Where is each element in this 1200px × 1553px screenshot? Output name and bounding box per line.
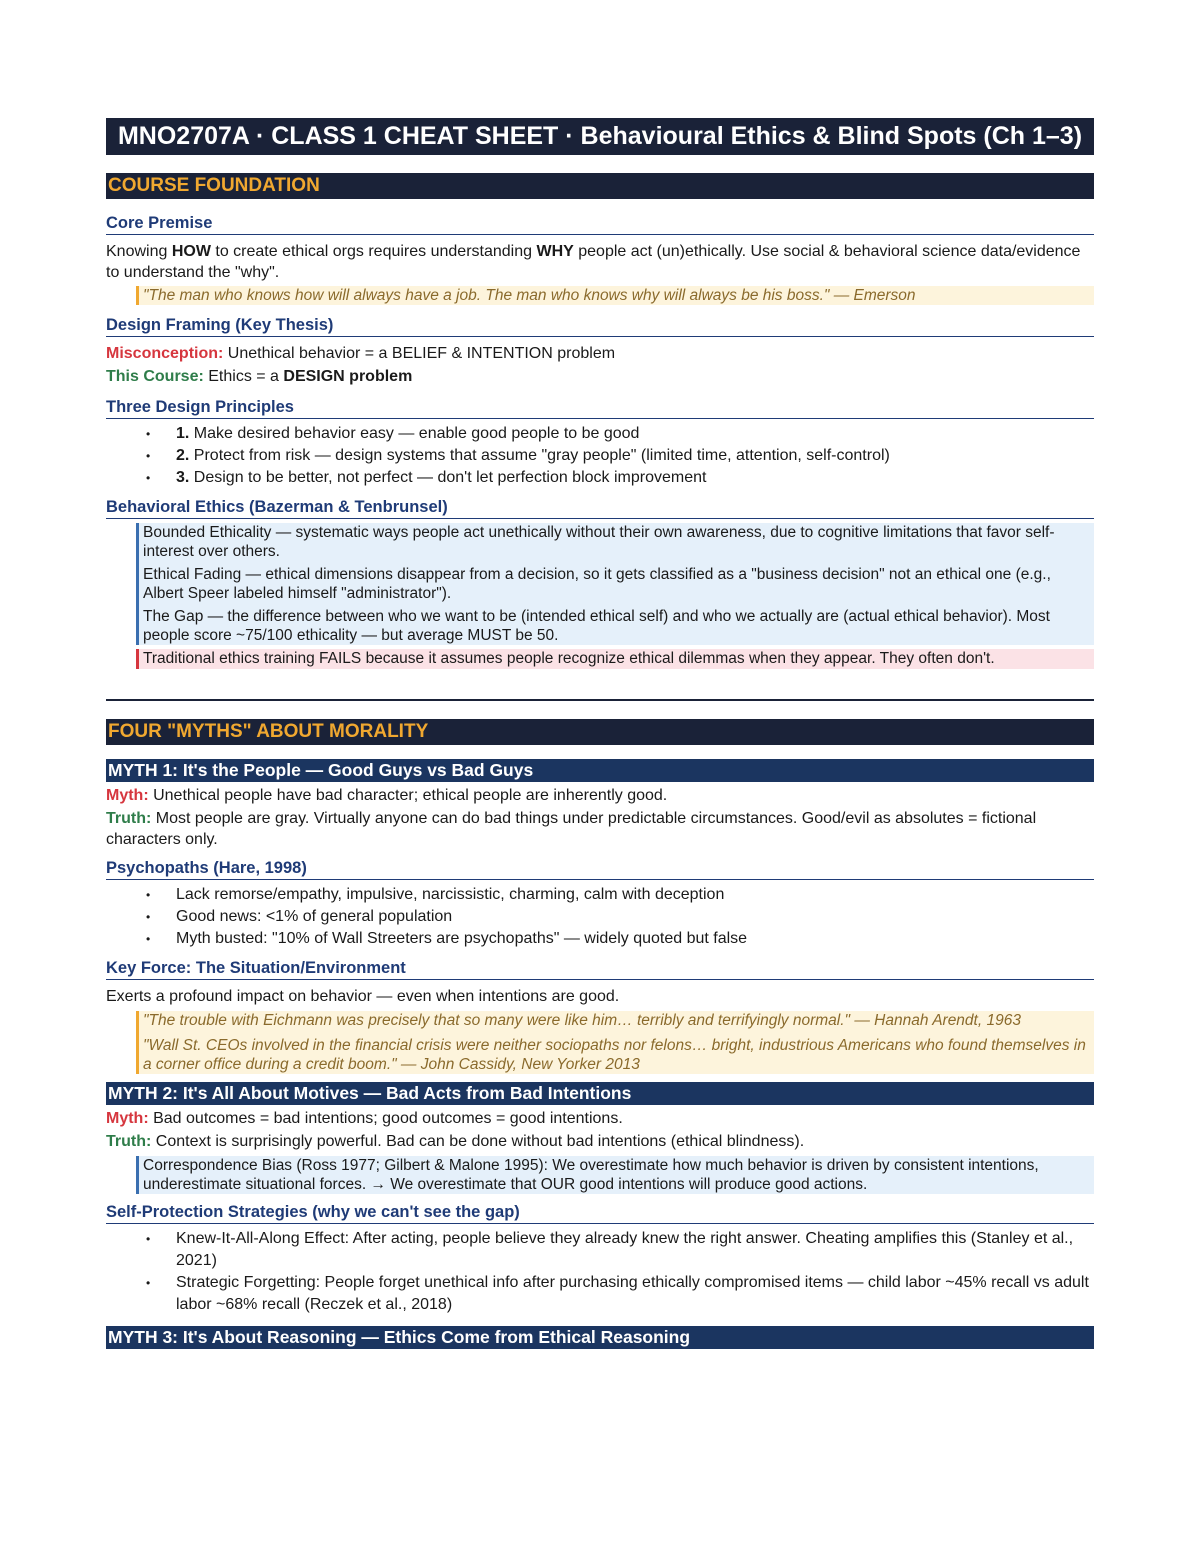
list-item-text: Myth busted: "10% of Wall Streeters are psychopaths" — widely quoted but false	[176, 930, 748, 947]
core-premise-why: WHY	[536, 243, 574, 260]
core-premise-text	[106, 241, 1094, 283]
this-course-text: Ethics = a	[203, 368, 284, 385]
myth-1-truth-line	[106, 808, 1094, 850]
this-course-label: This Course:	[106, 368, 204, 385]
truth-label: Truth:	[106, 810, 152, 827]
correspondence-bias-note	[136, 1156, 1094, 1194]
subhead-self-protection: Self-Protection Strategies (why we can't see the gap)	[106, 1202, 1094, 1224]
myth-label: Myth:	[106, 1110, 149, 1127]
bullet-icon: •	[146, 888, 151, 902]
core-premise-part-a: Knowing	[106, 243, 172, 260]
bullet-icon: •	[146, 910, 151, 924]
subhead-core-premise: Core Premise	[106, 213, 1094, 235]
myth-1-myth-line	[106, 785, 1094, 806]
bullet-icon: •	[146, 1232, 151, 1246]
list-item	[106, 467, 1094, 489]
subhead-design-principles: Three Design Principles	[106, 397, 1094, 419]
list-item	[106, 423, 1094, 445]
cassidy-quote: "Wall St. CEOs involved in the financial crisis were neither sociopaths nor felons… bright, industrious Americans who found themselves in a corner office during a credit boom." — John Cassidy, New Yorker 2013	[143, 1037, 1086, 1073]
situation-quotes	[136, 1011, 1094, 1074]
principle-number: 3.	[176, 469, 190, 486]
subhead-key-force: Key Force: The Situation/Environment	[106, 958, 1094, 980]
list-item	[106, 928, 1094, 950]
myth-text: Bad outcomes = bad intentions; good outcomes = good intentions.	[148, 1110, 623, 1127]
list-item-text: Knew-It-All-Along Effect: After acting, people believe they already knew the right answer. Cheating amplifies this (Stanley et al., 2021)	[176, 1230, 1074, 1269]
truth-text: Most people are gray. Virtually anyone can do bad things under predictable circumstances. Good/evil as absolutes = fictional characters only.	[106, 810, 1037, 848]
myth-2-myth-line	[106, 1108, 1094, 1129]
correspondence-bias-text: Correspondence Bias (Ross 1977; Gilbert & Malone 1995): We overestimate how much behavior is driven by consistent intentions, underestimate situational forces. → We overestimate that OUR good intentions will produce good actions.	[143, 1157, 1039, 1193]
the-gap-definition: The Gap — the difference between who we want to be (intended ethical self) and who we actually are (actual ethical behavior). Most people score ~75/100 ethicality — but average MUST be 50.	[143, 608, 1050, 644]
bullet-icon: •	[146, 427, 151, 441]
list-item	[106, 906, 1094, 928]
emerson-quote: "The man who knows how will always have a job. The man who knows why will always be his boss." — Emerson	[136, 286, 1094, 305]
ethical-fading-definition: Ethical Fading — ethical dimensions disappear from a decision, so it gets classified as a "business decision" not an ethical one (e.g., Albert Speer labeled himself "administrator").	[143, 566, 1051, 602]
behavioral-ethics-definitions	[136, 523, 1094, 645]
bullet-icon: •	[146, 449, 151, 463]
principle-number: 2.	[176, 447, 190, 464]
subhead-design-framing: Design Framing (Key Thesis)	[106, 315, 1094, 337]
list-item	[106, 445, 1094, 467]
list-item	[106, 884, 1094, 906]
subhead-psychopaths: Psychopaths (Hare, 1998)	[106, 858, 1094, 880]
myth-3-heading: MYTH 3: It's About Reasoning — Ethics Come from Ethical Reasoning	[106, 1326, 1094, 1349]
page-title: MNO2707A · CLASS 1 CHEAT SHEET · Behavioural Ethics & Blind Spots (Ch 1–3)	[106, 118, 1094, 155]
self-protection-list	[106, 1228, 1094, 1316]
section-divider	[106, 699, 1094, 701]
core-premise-part-b: to create ethical orgs requires understanding	[210, 243, 537, 260]
psychopaths-list	[106, 884, 1094, 950]
myth-2-heading: MYTH 2: It's All About Motives — Bad Acts from Bad Intentions	[106, 1082, 1094, 1105]
bounded-ethicality-definition: Bounded Ethicality — systematic ways people act unethically without their own awareness, due to cognitive limitations that favor self-interest over others.	[143, 524, 1055, 560]
list-item-text: Good news: <1% of general population	[176, 908, 453, 925]
training-warning: Traditional ethics training FAILS because it assumes people recognize ethical dilemmas when they appear. They often don't.	[136, 649, 1094, 669]
key-force-text: Exerts a profound impact on behavior — even when intentions are good.	[106, 988, 620, 1005]
principle-text: Design to be better, not perfect — don't let perfection block improvement	[189, 469, 707, 486]
core-premise-part-c: people act (un)ethically. Use social & behavioral science data/evidence to understand the "why".	[106, 243, 1081, 281]
principles-list	[106, 423, 1094, 489]
truth-text: Context is surprisingly powerful. Bad can be done without bad intentions (ethical blindness).	[151, 1133, 805, 1150]
principle-number: 1.	[176, 425, 190, 442]
section-four-myths: FOUR "MYTHS" ABOUT MORALITY	[106, 719, 1094, 745]
truth-label: Truth:	[106, 1133, 152, 1150]
misconception-line	[106, 343, 1094, 364]
list-item-text: Strategic Forgetting: People forget unethical info after purchasing ethically compromised items — child labor ~45% recall vs adult labor ~68% recall (Reczek et al., 2018)	[176, 1274, 1089, 1313]
principle-text: Protect from risk — design systems that assume "gray people" (limited time, attention, self-control)	[189, 447, 890, 464]
bullet-icon: •	[146, 932, 151, 946]
principle-text: Make desired behavior easy — enable good people to be good	[189, 425, 640, 442]
list-item	[106, 1228, 1094, 1272]
misconception-text: Unethical behavior = a BELIEF & INTENTION problem	[223, 345, 616, 362]
core-premise-how: HOW	[171, 243, 211, 260]
myth-1-heading: MYTH 1: It's the People — Good Guys vs Bad Guys	[106, 759, 1094, 782]
bullet-icon: •	[146, 471, 151, 485]
myth-label: Myth:	[106, 787, 149, 804]
list-item-text: Lack remorse/empathy, impulsive, narcissistic, charming, calm with deception	[176, 886, 725, 903]
myth-2-truth-line	[106, 1131, 1094, 1152]
list-item	[106, 1272, 1094, 1316]
bullet-icon: •	[146, 1276, 151, 1290]
subhead-behavioral-ethics: Behavioral Ethics (Bazerman & Tenbrunsel)	[106, 497, 1094, 519]
cheat-sheet-page	[106, 0, 1094, 1349]
this-course-line	[106, 366, 1094, 387]
misconception-label: Misconception:	[106, 345, 224, 362]
arendt-quote: "The trouble with Eichmann was precisely that so many were like him… terribly and terrifyingly normal." — Hannah Arendt, 1963	[143, 1012, 1021, 1029]
design-problem-text: DESIGN problem	[283, 368, 413, 385]
section-course-foundation: COURSE FOUNDATION	[106, 173, 1094, 199]
myth-text: Unethical people have bad character; ethical people are inherently good.	[148, 787, 668, 804]
